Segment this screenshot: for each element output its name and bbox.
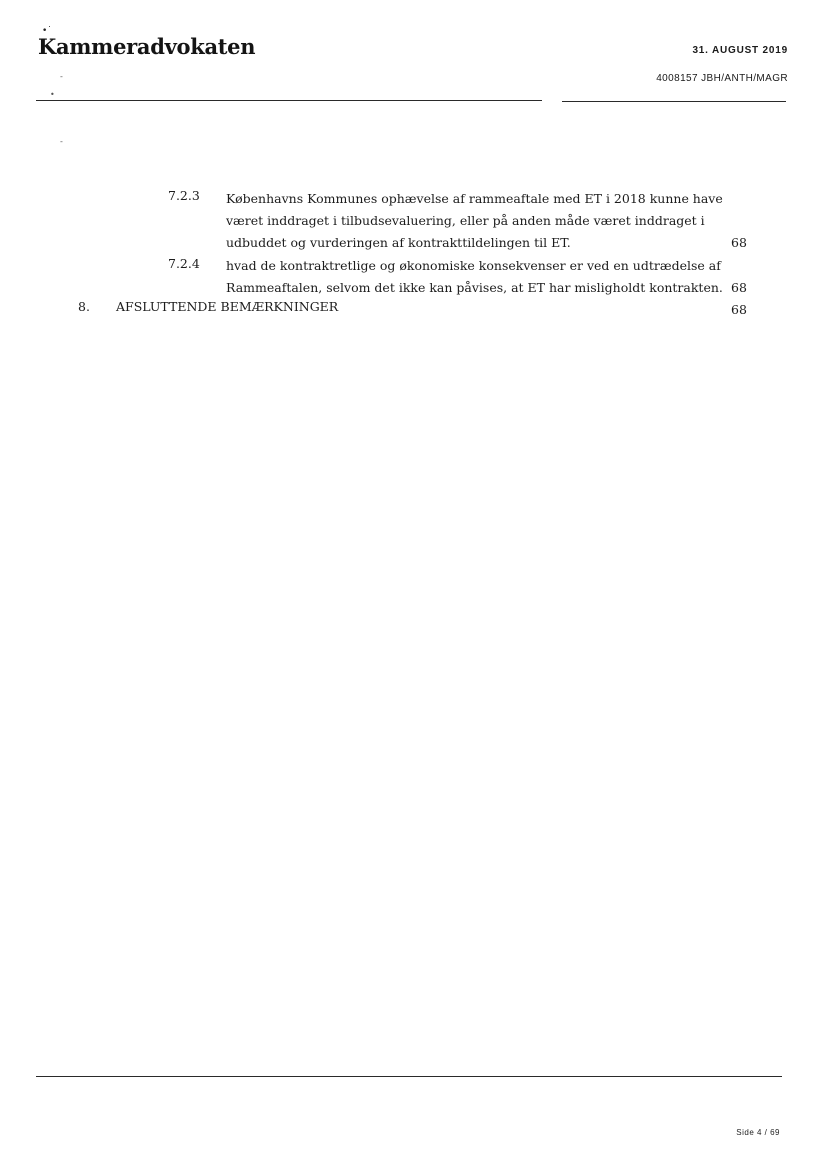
toc-entry-number: 7.2.4 <box>168 256 200 271</box>
document-reference: 4008157 JBH/ANTH/MAGR <box>656 73 788 84</box>
toc-entry-page: 68 <box>731 280 747 295</box>
toc-entry-text-line: været inddraget i tilbudsevaluering, eller på anden måde været inddraget i <box>226 213 705 228</box>
logo-mark-icon: •˙ <box>42 26 52 36</box>
header-rule-right <box>562 101 786 102</box>
scan-speck: • <box>50 90 55 99</box>
toc-entry-title: AFSLUTTENDE BEMÆRKNINGER <box>116 299 339 314</box>
toc-entry-text-line: udbuddet og vurderingen af kontrakttildelingen til ET. <box>226 235 571 250</box>
toc-entry-text-line: Rammeaftalen, selvom det ikke kan påvises, at ET har misligholdt kontrakten. <box>226 280 723 295</box>
footer-rule <box>36 1076 782 1077</box>
page-indicator: Side 4 / 69 <box>736 1128 780 1137</box>
toc-entry-page: 68 <box>731 302 747 317</box>
scan-speck: - <box>60 137 63 146</box>
logo: Kammeradvokaten <box>38 34 256 59</box>
toc-entry-number: 7.2.3 <box>168 188 200 203</box>
toc-entry-number: 8. <box>78 299 90 314</box>
scan-speck: - <box>60 72 63 81</box>
toc-entry-page: 68 <box>731 235 747 250</box>
document-date: 31. AUGUST 2019 <box>692 45 788 56</box>
toc-entry-text-line: Københavns Kommunes ophævelse af rammeaftale med ET i 2018 kunne have <box>226 191 723 206</box>
header-rule-left <box>36 100 542 101</box>
toc-entry-text-line: hvad de kontraktretlige og økonomiske konsekvenser er ved en udtrædelse af <box>226 258 721 273</box>
